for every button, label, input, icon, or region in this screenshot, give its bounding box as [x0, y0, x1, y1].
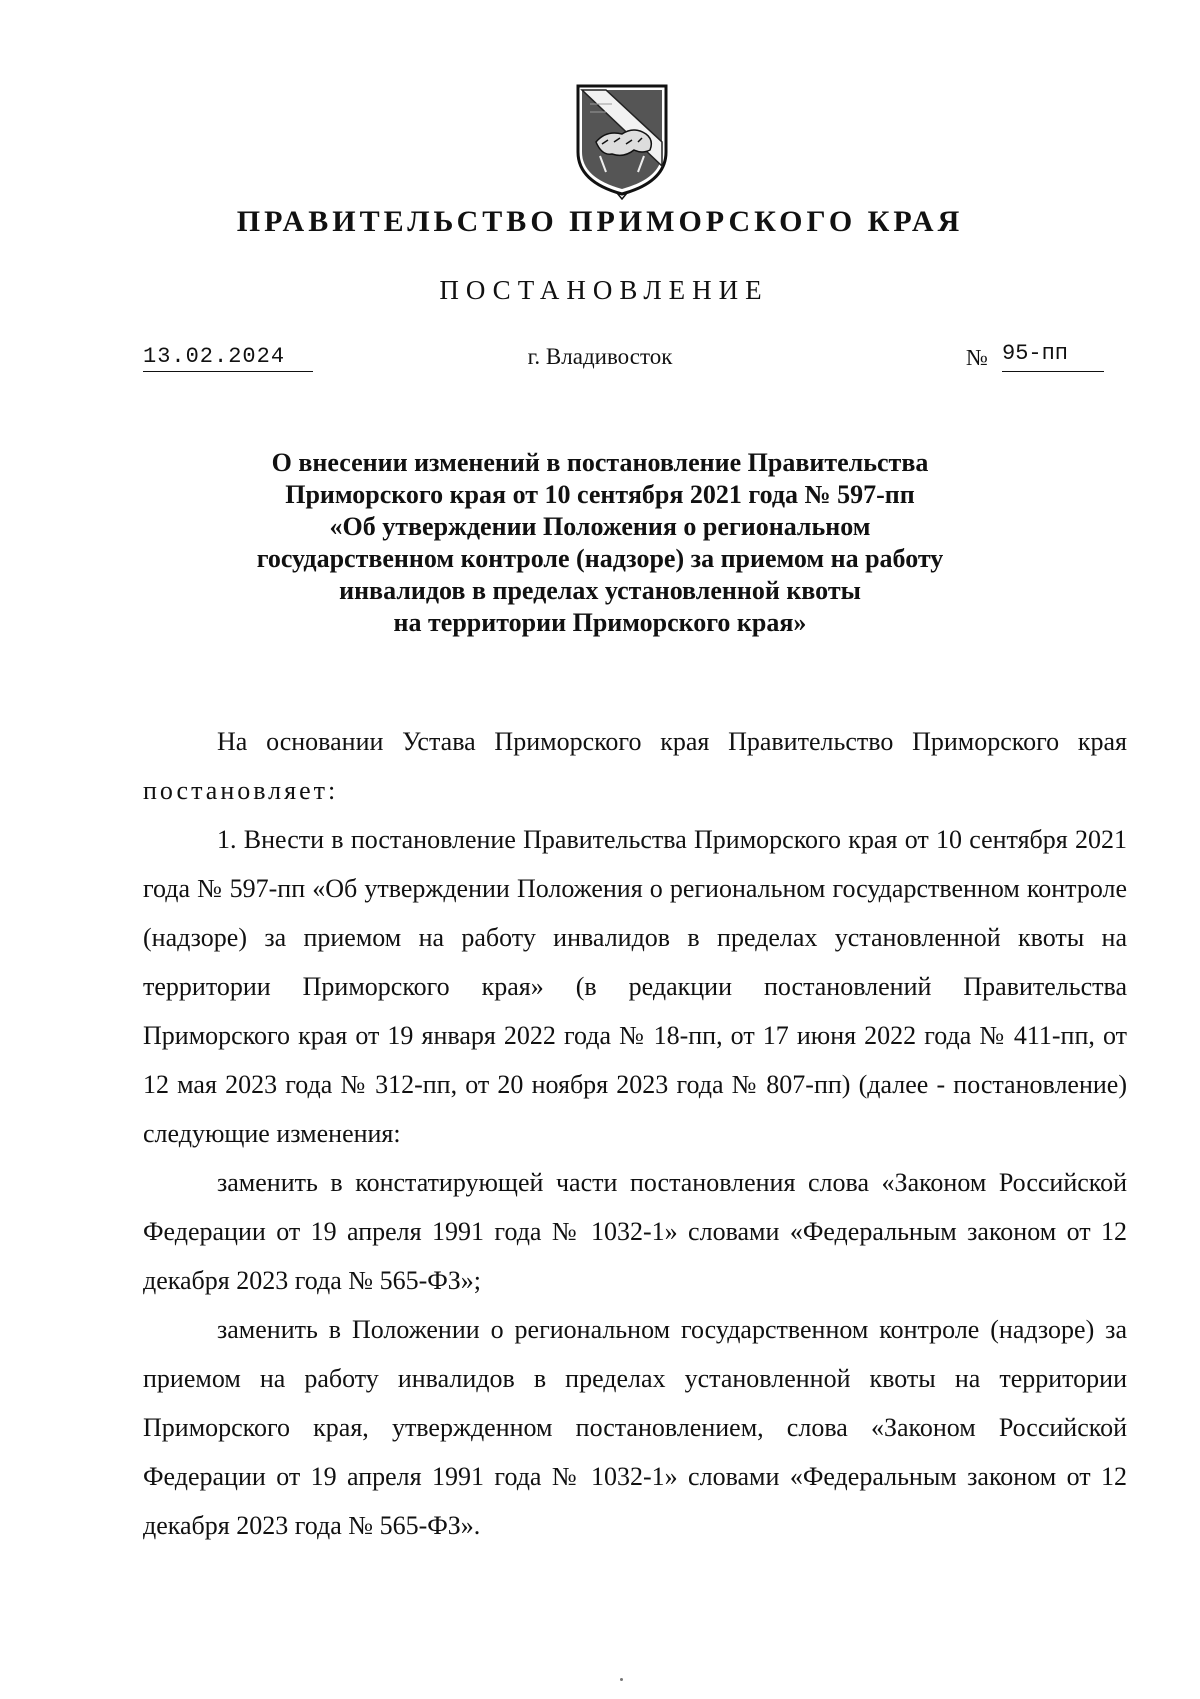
government-title: ПРАВИТЕЛЬСТВО ПРИМОРСКОГО КРАЯ: [236, 205, 964, 238]
document-type: ПОСТАНОВЛЕНИЕ: [439, 275, 769, 305]
heading-line: государственном контроле (надзоре) за приемом на работу: [256, 544, 944, 573]
change-2-paragraph: заменить в Положении о региональном государственном контроле (надзоре) за приемом на работу инвалидов в пределах установленной квоты на территории Приморского края, утвержденном постановлением, слова «Законом Российской Федерации от 19 апреля 1991 года № 1032-1» словами «Федеральным законом от 12 декабря 2023 года № 565-ФЗ».: [143, 1315, 1127, 1540]
coat-of-arms-icon: [572, 82, 672, 200]
item-1-paragraph: 1. Внести в постановление Правительства Приморского края от 10 сентября 2021 года № 597-пп «Об утверждении Положения о региональном государственном контроле (надзоре) за приемом на работу инвалидов в пределах установленной квоты на территории Приморского края» (в редакции постановлений Правительства Приморского края от 19 января 2022 года № 18-пп, от 17 июня 2022 года № 411-пп, от 12 мая 2023 года № 312-пп, от 20 ноября 2023 года № 807-пп) (далее - постановление) следующие изменения:: [143, 825, 1127, 1148]
heading-line: Приморского края от 10 сентября 2021 года № 597-пп: [285, 480, 915, 509]
document-number: [966, 340, 1106, 372]
preamble-verb: постановляет:: [143, 776, 339, 805]
number-value: 95-пп: [1002, 340, 1104, 372]
document-city: г. Владивосток: [527, 344, 673, 369]
scan-dot: [620, 1678, 623, 1681]
preamble-text: На основании Устава Приморского края Правительство Приморского края: [217, 727, 1127, 756]
heading-line: инвалидов в пределах установленной квоты: [339, 576, 861, 605]
heading-line: О внесении изменений в постановление Правительства: [271, 448, 929, 477]
heading-line: «Об утверждении Положения о региональном: [329, 512, 871, 541]
document-body: [143, 717, 1127, 1550]
change-1-paragraph: заменить в констатирующей части постановления слова «Законом Российской Федерации от 19 апреля 1991 года № 1032-1» словами «Федеральным законом от 12 декабря 2023 года № 565-ФЗ»;: [143, 1168, 1127, 1295]
number-sign: №: [966, 345, 988, 370]
heading-line: на территории Приморского края»: [393, 608, 807, 637]
document-heading: [100, 447, 1100, 639]
document-date: 13.02.2024: [143, 343, 313, 372]
preamble-paragraph: [143, 717, 1127, 815]
